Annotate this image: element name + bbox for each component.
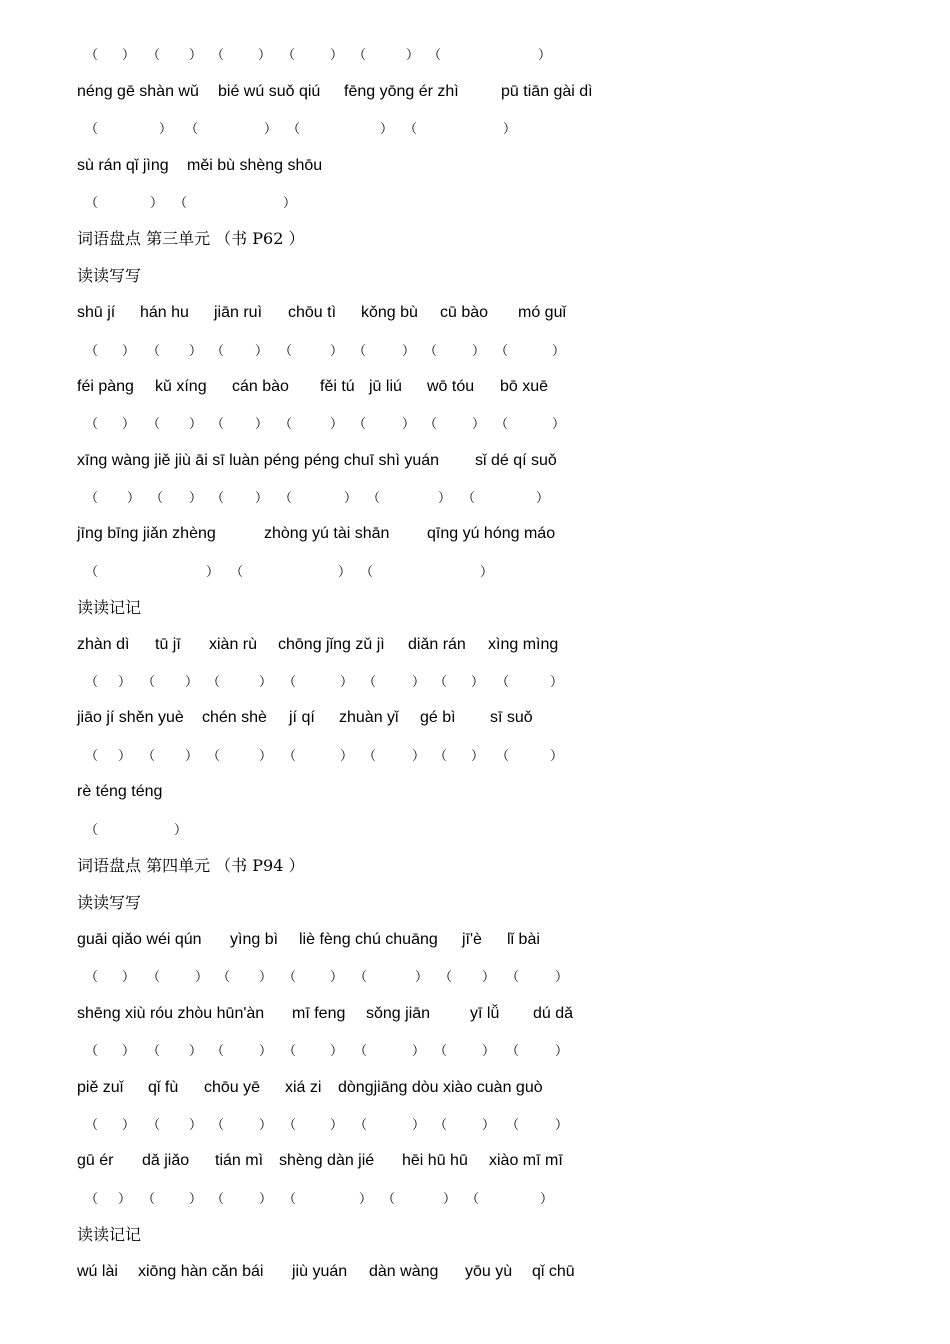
blank-open-paren: （ bbox=[85, 969, 99, 984]
pinyin-word: jū liú bbox=[369, 378, 402, 395]
blank-open-paren: （ bbox=[283, 1043, 297, 1058]
blank-close-paren: ） bbox=[330, 343, 344, 358]
pinyin-word: sǒng jiān bbox=[366, 1005, 431, 1022]
blank-close-paren: ） bbox=[255, 416, 269, 431]
answer-blanks-line bbox=[0, 819, 950, 843]
pinyin-word: chōu tì bbox=[288, 304, 337, 321]
blank-close-paren: ） bbox=[189, 1043, 203, 1058]
blank-close-paren: ） bbox=[259, 674, 273, 689]
blank-open-paren: （ bbox=[434, 748, 448, 763]
pinyin-word: wō tóu bbox=[427, 378, 475, 395]
blank-close-paren: ） bbox=[122, 969, 136, 984]
blank-open-paren: （ bbox=[85, 47, 99, 62]
blank-close-paren: ） bbox=[122, 343, 136, 358]
blank-close-paren: ） bbox=[482, 1043, 496, 1058]
blank-close-paren: ） bbox=[195, 969, 209, 984]
pinyin-line bbox=[0, 156, 950, 180]
blank-open-paren: （ bbox=[85, 1191, 99, 1206]
answer-blanks-line bbox=[0, 487, 950, 511]
section-heading: 读读写写 bbox=[77, 266, 142, 285]
blank-open-paren: （ bbox=[142, 1191, 156, 1206]
pinyin-word: chén shè bbox=[202, 709, 267, 726]
blank-open-paren: （ bbox=[283, 969, 297, 984]
blank-open-paren: （ bbox=[211, 1043, 225, 1058]
pinyin-word: néng gē shàn wǔ bbox=[77, 83, 199, 100]
blank-open-paren: （ bbox=[496, 674, 510, 689]
blank-open-paren: （ bbox=[382, 1191, 396, 1206]
blank-open-paren: （ bbox=[353, 416, 367, 431]
blank-open-paren: （ bbox=[211, 47, 225, 62]
blank-close-paren: ） bbox=[185, 748, 199, 763]
blank-open-paren: （ bbox=[434, 1117, 448, 1132]
pinyin-word: liè fèng chú chuāng bbox=[299, 931, 438, 948]
blank-open-paren: （ bbox=[363, 748, 377, 763]
blank-close-paren: ） bbox=[122, 416, 136, 431]
blank-open-paren: （ bbox=[353, 343, 367, 358]
pinyin-word: zhàn dì bbox=[77, 636, 130, 653]
pinyin-word: jī'è bbox=[462, 931, 482, 948]
blank-open-paren: （ bbox=[496, 748, 510, 763]
pinyin-line bbox=[0, 303, 950, 327]
pinyin-word: shēng xiù róu zhòu hūn'àn bbox=[77, 1005, 265, 1022]
pinyin-word: féi pàng bbox=[77, 378, 134, 395]
answer-blanks-line bbox=[0, 1040, 950, 1064]
blank-close-paren: ） bbox=[259, 1043, 273, 1058]
blank-close-paren: ） bbox=[259, 969, 273, 984]
blank-open-paren: （ bbox=[466, 1191, 480, 1206]
blank-open-paren: （ bbox=[283, 1191, 297, 1206]
pinyin-line bbox=[0, 708, 950, 732]
blank-open-paren: （ bbox=[283, 748, 297, 763]
blank-open-paren: （ bbox=[147, 47, 161, 62]
blank-close-paren: ） bbox=[189, 1191, 203, 1206]
blank-open-paren: （ bbox=[354, 1117, 368, 1132]
blank-close-paren: ） bbox=[472, 416, 486, 431]
blank-close-paren: ） bbox=[552, 343, 566, 358]
pinyin-line bbox=[0, 1262, 950, 1286]
pinyin-word: xīng wàng jiě jiù āi sī luàn péng péng chuī shì yuán bbox=[77, 452, 440, 469]
pinyin-word: kǒng bù bbox=[361, 304, 418, 321]
blank-open-paren: （ bbox=[506, 969, 520, 984]
blank-open-paren: （ bbox=[211, 343, 225, 358]
pinyin-word: yōu yù bbox=[465, 1263, 513, 1280]
pinyin-line bbox=[0, 930, 950, 954]
pinyin-word: shū jí bbox=[77, 304, 116, 321]
blank-close-paren: ） bbox=[412, 748, 426, 763]
pinyin-word: diǎn rán bbox=[408, 636, 466, 653]
blank-open-paren: （ bbox=[424, 416, 438, 431]
pinyin-word: gū ér bbox=[77, 1152, 114, 1169]
pinyin-word: jīng bīng jiǎn zhèng bbox=[77, 525, 216, 542]
blank-close-paren: ） bbox=[482, 969, 496, 984]
pinyin-word: xiōng hàn cǎn bái bbox=[138, 1263, 264, 1280]
pinyin-line bbox=[0, 524, 950, 548]
section-heading-line bbox=[0, 598, 950, 622]
pinyin-word: bié wú suǒ qiú bbox=[218, 83, 321, 100]
blank-open-paren: （ bbox=[282, 47, 296, 62]
blank-close-paren: ） bbox=[443, 1191, 457, 1206]
blank-close-paren: ） bbox=[206, 564, 220, 579]
blank-open-paren: （ bbox=[142, 674, 156, 689]
answer-blanks-line bbox=[0, 1188, 950, 1212]
pinyin-word: sù rán qǐ jìng bbox=[77, 157, 169, 174]
answer-blanks-line bbox=[0, 1114, 950, 1138]
blank-close-paren: ） bbox=[258, 47, 272, 62]
blank-close-paren: ） bbox=[118, 674, 132, 689]
blank-open-paren: （ bbox=[506, 1043, 520, 1058]
blank-close-paren: ） bbox=[412, 674, 426, 689]
blank-close-paren: ） bbox=[555, 1117, 569, 1132]
pinyin-word: qǐ chū bbox=[532, 1263, 575, 1280]
blank-open-paren: （ bbox=[185, 121, 199, 136]
blank-open-paren: （ bbox=[85, 416, 99, 431]
blank-close-paren: ） bbox=[552, 416, 566, 431]
blank-close-paren: ） bbox=[550, 748, 564, 763]
section-heading: 词语盘点 第四单元 （书 P94 ） bbox=[77, 856, 305, 875]
blank-close-paren: ） bbox=[555, 969, 569, 984]
pinyin-line bbox=[0, 1151, 950, 1175]
blank-open-paren: （ bbox=[150, 490, 164, 505]
blank-close-paren: ） bbox=[471, 748, 485, 763]
blank-close-paren: ） bbox=[189, 47, 203, 62]
blank-close-paren: ） bbox=[159, 121, 173, 136]
blank-close-paren: ） bbox=[412, 1043, 426, 1058]
pinyin-word: mó guǐ bbox=[518, 304, 567, 321]
blank-open-paren: （ bbox=[428, 47, 442, 62]
blank-close-paren: ） bbox=[402, 416, 416, 431]
pinyin-word: qǐ fù bbox=[148, 1079, 179, 1096]
blank-close-paren: ） bbox=[536, 490, 550, 505]
blank-open-paren: （ bbox=[354, 1043, 368, 1058]
pinyin-word: pū tiān gài dì bbox=[501, 83, 593, 100]
blank-close-paren: ） bbox=[550, 674, 564, 689]
blank-open-paren: （ bbox=[230, 564, 244, 579]
pinyin-line bbox=[0, 1078, 950, 1102]
blank-close-paren: ） bbox=[480, 564, 494, 579]
blank-open-paren: （ bbox=[85, 343, 99, 358]
blank-open-paren: （ bbox=[85, 490, 99, 505]
answer-blanks-line bbox=[0, 561, 950, 585]
answer-blanks-line bbox=[0, 340, 950, 364]
pinyin-word: sǐ dé qí suǒ bbox=[475, 452, 557, 469]
pinyin-word: chōng jǐng zǔ jì bbox=[278, 636, 385, 653]
blank-close-paren: ） bbox=[150, 195, 164, 210]
blank-close-paren: ） bbox=[412, 1117, 426, 1132]
blank-open-paren: （ bbox=[404, 121, 418, 136]
pinyin-line bbox=[0, 451, 950, 475]
blank-open-paren: （ bbox=[207, 748, 221, 763]
blank-close-paren: ） bbox=[259, 1191, 273, 1206]
blank-open-paren: （ bbox=[279, 416, 293, 431]
pinyin-word: shèng dàn jié bbox=[279, 1152, 375, 1169]
blank-close-paren: ） bbox=[555, 1043, 569, 1058]
blank-close-paren: ） bbox=[338, 564, 352, 579]
pinyin-word: fēng yōng ér zhì bbox=[344, 83, 459, 100]
blank-close-paren: ） bbox=[380, 121, 394, 136]
blank-open-paren: （ bbox=[506, 1117, 520, 1132]
pinyin-word: zhuàn yǐ bbox=[339, 709, 399, 726]
pinyin-line bbox=[0, 377, 950, 401]
blank-open-paren: （ bbox=[363, 674, 377, 689]
blank-close-paren: ） bbox=[472, 343, 486, 358]
blank-open-paren: （ bbox=[217, 969, 231, 984]
pinyin-word: guāi qiǎo wéi qún bbox=[77, 931, 202, 948]
blank-close-paren: ） bbox=[127, 490, 141, 505]
pinyin-word: cū bào bbox=[440, 304, 489, 321]
blank-open-paren: （ bbox=[147, 969, 161, 984]
blank-open-paren: （ bbox=[353, 47, 367, 62]
pinyin-word: chōu yē bbox=[204, 1079, 261, 1096]
blank-close-paren: ） bbox=[189, 416, 203, 431]
blank-close-paren: ） bbox=[471, 674, 485, 689]
answer-blanks-line bbox=[0, 118, 950, 142]
pinyin-word: piě zuǐ bbox=[77, 1079, 124, 1096]
blank-open-paren: （ bbox=[495, 343, 509, 358]
pinyin-line bbox=[0, 82, 950, 106]
pinyin-word: dǎ jiǎo bbox=[142, 1152, 190, 1169]
blank-close-paren: ） bbox=[406, 47, 420, 62]
pinyin-word: xiàn rù bbox=[209, 636, 258, 653]
pinyin-word: zhòng yú tài shān bbox=[264, 525, 390, 542]
pinyin-word: bō xuē bbox=[500, 378, 549, 395]
pinyin-word: hēi hū hū bbox=[402, 1152, 468, 1169]
pinyin-word: lǐ bài bbox=[507, 931, 540, 948]
pinyin-line bbox=[0, 1004, 950, 1028]
blank-close-paren: ） bbox=[415, 969, 429, 984]
pinyin-word: cán bào bbox=[232, 378, 289, 395]
pinyin-word: qīng yú hóng máo bbox=[427, 525, 556, 542]
blank-close-paren: ） bbox=[122, 1117, 136, 1132]
blank-open-paren: （ bbox=[283, 674, 297, 689]
blank-close-paren: ） bbox=[540, 1191, 554, 1206]
blank-close-paren: ） bbox=[438, 490, 452, 505]
blank-open-paren: （ bbox=[211, 1191, 225, 1206]
blank-open-paren: （ bbox=[85, 121, 99, 136]
blank-close-paren: ） bbox=[503, 121, 517, 136]
pinyin-word: xiá zi bbox=[285, 1079, 322, 1096]
section-heading: 读读记记 bbox=[77, 598, 142, 617]
blank-close-paren: ） bbox=[344, 490, 358, 505]
blank-open-paren: （ bbox=[147, 416, 161, 431]
answer-blanks-line bbox=[0, 745, 950, 769]
pinyin-word: tū jī bbox=[155, 636, 181, 653]
blank-open-paren: （ bbox=[211, 416, 225, 431]
answer-blanks-line bbox=[0, 192, 950, 216]
blank-close-paren: ） bbox=[185, 674, 199, 689]
blank-close-paren: ） bbox=[118, 748, 132, 763]
blank-open-paren: （ bbox=[85, 564, 99, 579]
blank-open-paren: （ bbox=[434, 674, 448, 689]
blank-close-paren: ） bbox=[189, 343, 203, 358]
blank-open-paren: （ bbox=[85, 748, 99, 763]
pinyin-word: dú dǎ bbox=[533, 1005, 574, 1022]
pinyin-word: dàn wàng bbox=[369, 1263, 439, 1280]
pinyin-word: xiào mī mī bbox=[489, 1152, 563, 1169]
blank-close-paren: ） bbox=[330, 1117, 344, 1132]
blank-close-paren: ） bbox=[330, 47, 344, 62]
pinyin-word: kǔ xíng bbox=[155, 378, 207, 395]
section-heading-line bbox=[0, 856, 950, 880]
blank-open-paren: （ bbox=[211, 1117, 225, 1132]
blank-open-paren: （ bbox=[424, 343, 438, 358]
section-heading-line bbox=[0, 266, 950, 290]
blank-open-paren: （ bbox=[287, 121, 301, 136]
blank-close-paren: ） bbox=[283, 195, 297, 210]
section-heading: 读读写写 bbox=[77, 893, 142, 912]
blank-open-paren: （ bbox=[85, 674, 99, 689]
blank-close-paren: ） bbox=[330, 416, 344, 431]
pinyin-word: dòngjiāng dòu xiào cuàn guò bbox=[338, 1079, 543, 1096]
blank-close-paren: ） bbox=[340, 674, 354, 689]
blank-close-paren: ） bbox=[340, 748, 354, 763]
blank-open-paren: （ bbox=[279, 343, 293, 358]
answer-blanks-line bbox=[0, 44, 950, 68]
blank-close-paren: ） bbox=[255, 343, 269, 358]
pinyin-word: sī suǒ bbox=[490, 709, 533, 726]
blank-open-paren: （ bbox=[495, 416, 509, 431]
pinyin-word: měi bù shèng shōu bbox=[187, 157, 323, 174]
blank-close-paren: ） bbox=[118, 1191, 132, 1206]
pinyin-word: jiān ruì bbox=[214, 304, 263, 321]
pinyin-line bbox=[0, 635, 950, 659]
pinyin-word: rè téng téng bbox=[77, 783, 163, 800]
section-heading: 读读记记 bbox=[77, 1225, 142, 1244]
blank-open-paren: （ bbox=[142, 748, 156, 763]
blank-close-paren: ） bbox=[482, 1117, 496, 1132]
blank-open-paren: （ bbox=[85, 1117, 99, 1132]
blank-open-paren: （ bbox=[85, 822, 99, 837]
blank-open-paren: （ bbox=[279, 490, 293, 505]
section-heading-line bbox=[0, 229, 950, 253]
pinyin-word: yī lǚ bbox=[470, 1005, 500, 1022]
blank-open-paren: （ bbox=[174, 195, 188, 210]
blank-open-paren: （ bbox=[439, 969, 453, 984]
pinyin-word: yìng bì bbox=[230, 931, 279, 948]
pinyin-word: mī feng bbox=[292, 1005, 346, 1022]
blank-close-paren: ） bbox=[122, 47, 136, 62]
blank-close-paren: ） bbox=[538, 47, 552, 62]
answer-blanks-line bbox=[0, 966, 950, 990]
pinyin-line bbox=[0, 782, 950, 806]
blank-close-paren: ） bbox=[264, 121, 278, 136]
blank-open-paren: （ bbox=[147, 1117, 161, 1132]
blank-open-paren: （ bbox=[283, 1117, 297, 1132]
blank-close-paren: ） bbox=[259, 748, 273, 763]
pinyin-word: wú lài bbox=[77, 1263, 118, 1280]
blank-open-paren: （ bbox=[85, 1043, 99, 1058]
blank-open-paren: （ bbox=[462, 490, 476, 505]
section-heading-line bbox=[0, 1225, 950, 1249]
blank-close-paren: ） bbox=[255, 490, 269, 505]
blank-close-paren: ） bbox=[330, 969, 344, 984]
blank-open-paren: （ bbox=[360, 564, 374, 579]
blank-open-paren: （ bbox=[354, 969, 368, 984]
blank-open-paren: （ bbox=[85, 195, 99, 210]
pinyin-word: jiāo jí shěn yuè bbox=[77, 709, 184, 726]
answer-blanks-line bbox=[0, 413, 950, 437]
pinyin-word: xìng mìng bbox=[488, 636, 559, 653]
blank-open-paren: （ bbox=[367, 490, 381, 505]
pinyin-word: fěi tú bbox=[320, 378, 355, 395]
pinyin-word: jí qí bbox=[289, 709, 315, 726]
blank-close-paren: ） bbox=[122, 1043, 136, 1058]
blank-close-paren: ） bbox=[189, 1117, 203, 1132]
blank-open-paren: （ bbox=[147, 1043, 161, 1058]
pinyin-word: jiù yuán bbox=[292, 1263, 348, 1280]
blank-open-paren: （ bbox=[147, 343, 161, 358]
blank-close-paren: ） bbox=[259, 1117, 273, 1132]
section-heading-line bbox=[0, 893, 950, 917]
blank-close-paren: ） bbox=[330, 1043, 344, 1058]
blank-open-paren: （ bbox=[211, 490, 225, 505]
pinyin-word: hán hu bbox=[140, 304, 189, 321]
blank-open-paren: （ bbox=[207, 674, 221, 689]
pinyin-word: gé bì bbox=[420, 709, 456, 726]
blank-close-paren: ） bbox=[174, 822, 188, 837]
blank-close-paren: ） bbox=[402, 343, 416, 358]
blank-close-paren: ） bbox=[189, 490, 203, 505]
answer-blanks-line bbox=[0, 671, 950, 695]
pinyin-word: tián mì bbox=[215, 1152, 264, 1169]
blank-close-paren: ） bbox=[359, 1191, 373, 1206]
blank-open-paren: （ bbox=[434, 1043, 448, 1058]
section-heading: 词语盘点 第三单元 （书 P62 ） bbox=[77, 229, 305, 248]
